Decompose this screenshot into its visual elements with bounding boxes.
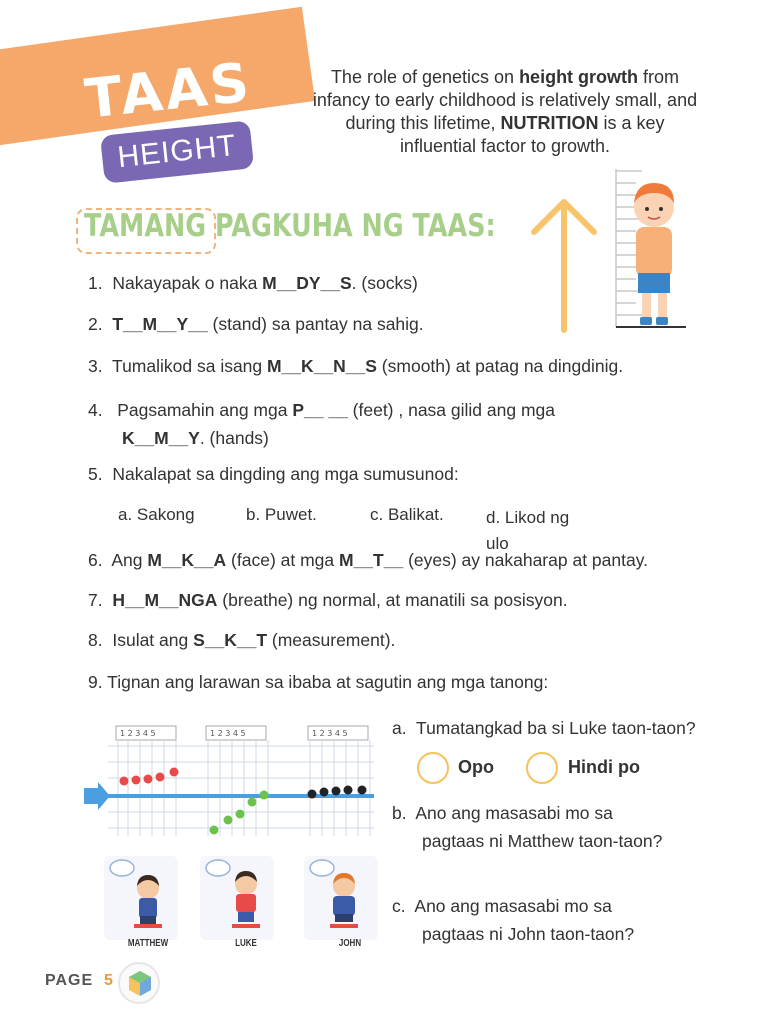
answer-opo-label: Opo (458, 757, 494, 777)
baseline-arrow-icon (84, 782, 110, 810)
step-5-option-d: d. Likod ng ulo (486, 508, 570, 553)
kid-name-luke: LUKE (235, 938, 257, 949)
question-c-continued: pagtaas ni John taon-taon? (422, 924, 635, 944)
step-4: 4. Pagsamahin ang mga P__ __ (feet) , nasa gilid ang mga (88, 400, 555, 420)
height-chart-illustration (608, 165, 688, 335)
scale-label-matthew: 1 2 3 4 5 (120, 729, 156, 738)
question-c: c. Ano ang masasabi mo sa (392, 896, 612, 916)
step-5-option-b: b. Puwet. (246, 505, 317, 524)
step-4-continued: K__M__Y. (hands) (122, 428, 269, 448)
page-number: PAGE 5 (45, 972, 114, 989)
growth-chart-figure (78, 718, 378, 954)
step-6: 6. Ang M__K__A (face) at mga M__T__ (eyes) ay nakaharap at pantay. (88, 550, 649, 570)
answer-hindi-po-label: Hindi po (568, 757, 640, 777)
badge-subtitle: HEIGHT (100, 120, 254, 183)
step-5: 5. Nakalapat sa dingding ang mga sumusunod: (88, 464, 459, 484)
question-a: a. Tumatangkad ba si Luke taon-taon? (392, 718, 696, 738)
step-1: 1. Nakayapak o naka M__DY__S. (socks) (88, 273, 418, 293)
step-3: 3. Tumalikod sa isang M__K__N__S (smooth) at patag na dingdinig. (88, 356, 624, 376)
step-5-option-c: c. Balikat. (370, 505, 444, 524)
question-b-continued: pagtaas ni Matthew taon-taon? (422, 831, 663, 851)
scale-label-luke: 1 2 3 4 5 (210, 729, 246, 738)
kid-name-matthew: MATTHEW (127, 938, 169, 949)
step-7: 7. H__M__NGA (breathe) ng normal, at manatili sa posisyon. (88, 590, 568, 610)
intro-text: The role of genetics on height growth from infancy to early childhood is relatively small, and during this lifetime, NUTRITION is a key influential factor to growth. (312, 67, 698, 156)
scale-label-john: 1 2 3 4 5 (312, 729, 348, 738)
section-title: TAMANG PAGKUHA NG TAAS: (84, 208, 496, 244)
john-illustration (304, 856, 378, 940)
answer-opo-radio[interactable] (417, 752, 449, 784)
up-arrow-icon (520, 192, 610, 334)
step-9: 9. Tignan ang larawan sa ibaba at sagutin ang mga tanong: (88, 672, 549, 692)
step-5-option-a: a. Sakong (118, 505, 195, 524)
luke-illustration (200, 856, 274, 940)
question-b: b. Ano ang masasabi mo sa (392, 803, 613, 823)
badge-title: TAAS (82, 50, 255, 131)
publisher-logo-icon (118, 962, 160, 1004)
kid-name-john: JOHN (338, 938, 362, 949)
answer-hindi-po-radio[interactable] (526, 752, 558, 784)
step-8: 8. Isulat ang S__K__T (measurement). (88, 630, 396, 650)
matthew-illustration (104, 856, 178, 940)
step-2: 2. T__M__Y__ (stand) sa pantay na sahig. (88, 314, 424, 334)
